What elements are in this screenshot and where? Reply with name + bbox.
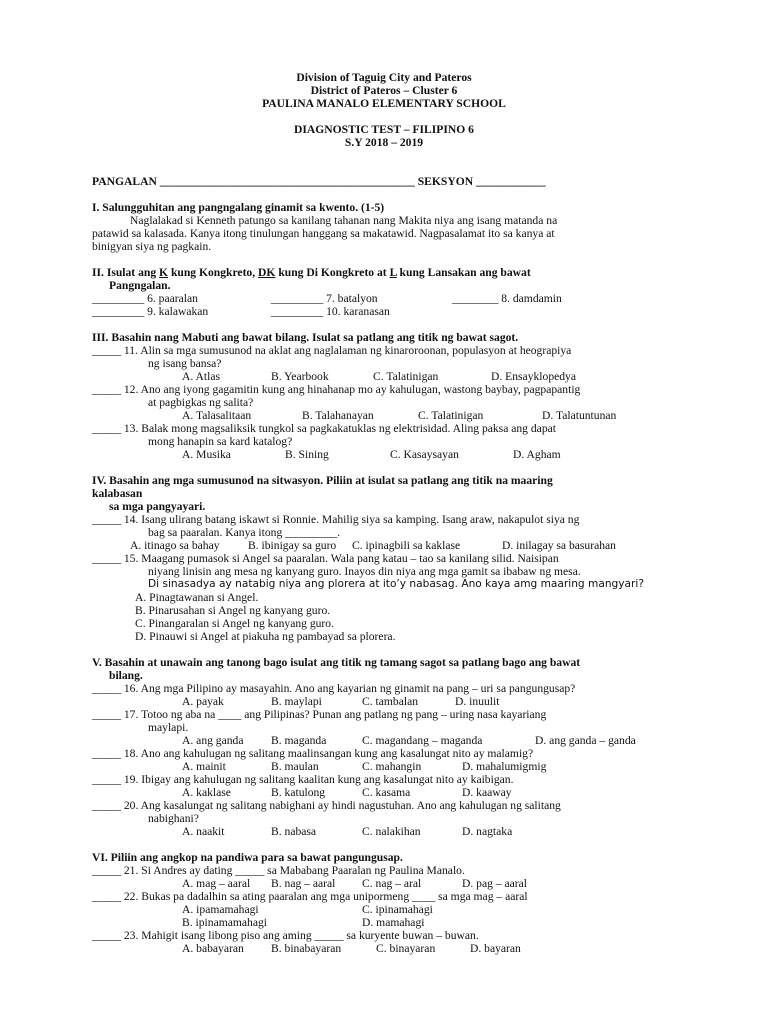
choice-12b[interactable]: B. Talahanayan [302, 409, 374, 422]
question-23[interactable]: _____ 23. Mahigit isang libong piso ang aming _____ sa kuryente buwan – buwan. [92, 929, 479, 942]
choice-11a[interactable]: A. Atlas [182, 370, 221, 383]
test-title: DIAGNOSTIC TEST – FILIPINO 6 [294, 123, 474, 136]
choice-15c[interactable]: C. Pinangaralan si Angel ng kanyang guro. [135, 617, 334, 630]
question-15[interactable]: _____ 15. Maagang pumasok si Angel sa paaralan. Wala pang katau – tao sa kanilang silid. Naisipan [92, 552, 559, 565]
section-4-title: IV. Basahin ang mga sumusunod na sitwasyon. Piliin at isulat sa patlang ang titik na maaring [92, 474, 553, 487]
school-year: S.Y 2018 – 2019 [344, 136, 424, 149]
choice-22d[interactable]: D. mamahagi [362, 916, 425, 929]
choice-13b[interactable]: B. Sining [285, 448, 329, 461]
choice-23d[interactable]: D. bayaran [470, 942, 521, 955]
choice-21d[interactable]: D. pag – aaral [462, 877, 528, 890]
section-2-title-cont: Pangngalan. [109, 279, 171, 292]
section-2-title: II. Isulat ang K kung Kongkreto, DK kung Di Kongkreto at L kung Lansakan ang bawat [92, 266, 531, 279]
choice-18d[interactable]: D. mahalumigmig [462, 760, 547, 773]
choice-17b[interactable]: B. maganda [271, 734, 327, 747]
question-12[interactable]: _____ 12. Ano ang iyong gagamitin kung ang hinahanap mo ay kahulugan, wastong baybay, pagpapantig [92, 383, 581, 396]
choice-13a[interactable]: A. Musika [182, 448, 231, 461]
choice-14a[interactable]: A. itinago sa bahay [130, 539, 220, 552]
choice-22a[interactable]: A. ipamamahagi [182, 903, 259, 916]
question-12-cont: at pagbigkas ng salita? [148, 396, 254, 409]
choice-23c[interactable]: C. binayaran [376, 942, 436, 955]
choice-18c[interactable]: C. mahangin [362, 760, 422, 773]
item-6[interactable]: _________ 6. paaralan [92, 292, 198, 305]
choice-20a[interactable]: A. naakit [182, 825, 225, 838]
choice-19b[interactable]: B. katulong [271, 786, 326, 799]
choice-21c[interactable]: C. nag – aral [362, 877, 422, 890]
question-11[interactable]: _____ 11. Alin sa mga sumusunod na aklat ang naglalaman ng kinaroroonan, populasyon at heograpiya [92, 344, 572, 357]
choice-15d[interactable]: D. Pinauwi si Angel at piakuha ng pambayad sa plorera. [135, 630, 396, 643]
choice-21a[interactable]: A. mag – aaral [182, 877, 251, 890]
section-label: SEKSYON [417, 175, 474, 188]
choice-19a[interactable]: A. kaklase [182, 786, 231, 799]
choice-13d[interactable]: D. Agham [513, 448, 561, 461]
question-21[interactable]: _____ 21. Si Andres ay dating _____ sa Mababang Paaralan ng Paulina Manalo. [92, 864, 465, 877]
choice-19c[interactable]: C. kasama [362, 786, 411, 799]
choice-16a[interactable]: A. payak [182, 695, 224, 708]
section-5-title-cont: bilang. [109, 669, 143, 682]
choice-12d[interactable]: D. Talatuntunan [542, 409, 617, 422]
choice-17c[interactable]: C. magandang – maganda [362, 734, 483, 747]
section-3-title: III. Basahin nang Mabuti ang bawat bilang. Isulat sa patlang ang titik ng bawat sagot. [92, 331, 519, 344]
l-code: L [389, 266, 397, 279]
question-14-cont: bag sa paaralan. Kanya itong _________. [148, 526, 341, 539]
division-line: Division of Taguig City and Pateros [296, 71, 472, 84]
choice-12a[interactable]: A. Talasalitaan [182, 409, 252, 422]
section-6-title: VI. Piliin ang angkop na pandiwa para sa bawat pangungusap. [92, 851, 403, 864]
choice-13c[interactable]: C. Kasaysayan [390, 448, 459, 461]
choice-16d[interactable]: D. inuulit [455, 695, 500, 708]
question-13-cont: mong hanapin sa kard katalog? [148, 435, 293, 448]
choice-19d[interactable]: D. kaaway [462, 786, 512, 799]
choice-17d[interactable]: D. ang ganda – ganda [535, 734, 636, 747]
question-20[interactable]: _____ 20. Ang kasalungat ng salitang nabighani ay hindi nagustuhan. Ano ang kahulugan ng salitang [92, 799, 561, 812]
choice-15b[interactable]: B. Pinarusahan si Angel ng kanyang guro. [135, 604, 331, 617]
section-4-title-cont-2: sa mga pangyayari. [109, 500, 206, 513]
name-field[interactable]: ____________________________________________ [159, 175, 415, 188]
choice-22b[interactable]: B. ipinamamahagi [182, 916, 268, 929]
question-15-cont-2: Di sinasadya ay natabig niya ang plorera at ito’y nabasag. Ano kaya amg maaring mangyari? [148, 578, 644, 590]
question-14[interactable]: _____ 14. Isang ulirang batang iskawt si Ronnie. Mahilig siya sa kamping. Isang araw, nakapulot siya ng [92, 513, 580, 526]
choice-15a[interactable]: A. Pinagtawanan si Angel. [135, 591, 259, 604]
choice-11b[interactable]: B. Yearbook [271, 370, 329, 383]
choice-11d[interactable]: D. Ensayklopedya [491, 370, 577, 383]
choice-11c[interactable]: C. Talatinigan [373, 370, 439, 383]
choice-17a[interactable]: A. ang ganda [182, 734, 244, 747]
choice-20c[interactable]: C. nalakihan [362, 825, 421, 838]
question-22[interactable]: _____ 22. Bukas pa dadalhin sa ating paaralan ang mga unipormeng ____ sa mga mag – aaral [92, 890, 528, 903]
choice-18b[interactable]: B. maulan [271, 760, 319, 773]
choice-18a[interactable]: A. mainit [182, 760, 226, 773]
district-line: District of Pateros – Cluster 6 [310, 84, 458, 97]
choice-14b[interactable]: B. ibinigay sa guro [248, 539, 337, 552]
dk-code: DK [258, 266, 276, 279]
question-11-cont: ng isang bansa? [148, 357, 222, 370]
k-code: K [159, 266, 169, 279]
choice-23a[interactable]: A. babayaran [182, 942, 244, 955]
item-9[interactable]: _________ 9. kalawakan [92, 305, 209, 318]
question-20-cont: nabighani? [148, 812, 199, 825]
question-17-cont: maylapi. [148, 721, 189, 734]
choice-20b[interactable]: B. nabasa [271, 825, 317, 838]
name-line [92, 175, 546, 188]
question-13[interactable]: _____ 13. Balak mong magsaliksik tungkol sa pagkakatuklas ng elektrisidad. Aling paksa ang dapat [92, 422, 556, 435]
question-19[interactable]: _____ 19. Ibigay ang kahulugan ng salitang kaalitan kung ang kasalungat nito ay kaibigan. [92, 773, 514, 786]
section-4-title-cont: kalabasan [92, 487, 143, 500]
story-line-3: binigyan siya ng pagkain. [92, 240, 212, 253]
choice-21b[interactable]: B. nag – aaral [271, 877, 336, 890]
school-name: PAULINA MANALO ELEMENTARY SCHOOL [262, 97, 506, 110]
section-1-title: I. Salungguhitan ang pangngalang ginamit sa kwento. (1-5) [92, 201, 385, 214]
choice-20d[interactable]: D. nagtaka [462, 825, 513, 838]
question-17[interactable]: _____ 17. Totoo ng aba na ____ ang Pilipinas? Punan ang patlang ng pang – uring nasa kayariang [92, 708, 547, 721]
choice-23b[interactable]: B. binabayaran [271, 942, 342, 955]
question-15-cont: niyang linisin ang mesa ng kanyang guro. Inayos din niya ang mga gamit sa ibabaw ng mesa. [148, 565, 581, 578]
section-field[interactable]: ____________ [476, 175, 546, 188]
choice-12c[interactable]: C. Talatinigan [418, 409, 484, 422]
question-16[interactable]: _____ 16. Ang mga Pilipino ay masayahin. Ano ang kayarian ng ginamit na pang – uri sa pangungusap? [92, 682, 576, 695]
choice-22c[interactable]: C. ipinamahagi [362, 903, 433, 916]
story-line-2: patawid sa kalasada. Kanya itong tinulungan hanggang sa makatawid. Nagpasalamat ito sa kanya at [92, 227, 555, 240]
item-8[interactable]: ________ 8. damdamin [452, 292, 562, 305]
question-18[interactable]: _____ 18. Ano ang kahulugan ng salitang maalinsangan kung ang kasalungat nito ay malamig? [92, 747, 534, 760]
story-line-1: Naglalakad si Kenneth patungo sa kanilang tahanan nang Makita niya ang isang matanda na [130, 214, 558, 227]
choice-14c[interactable]: C. ipinagbili sa kaklase [352, 539, 461, 552]
item-7[interactable]: _________ 7. batalyon [271, 292, 378, 305]
choice-16c[interactable]: C. tambalan [362, 695, 419, 708]
choice-16b[interactable]: B. maylapi [271, 695, 322, 708]
name-label: PANGALAN [92, 175, 157, 188]
section-5-title: V. Basahin at unawain ang tanong bago isulat ang titik ng tamang sagot sa patlang bago ang bawat [92, 656, 581, 669]
choice-14d[interactable]: D. inilagay sa basurahan [502, 539, 616, 552]
item-10[interactable]: _________ 10. karanasan [271, 305, 390, 318]
